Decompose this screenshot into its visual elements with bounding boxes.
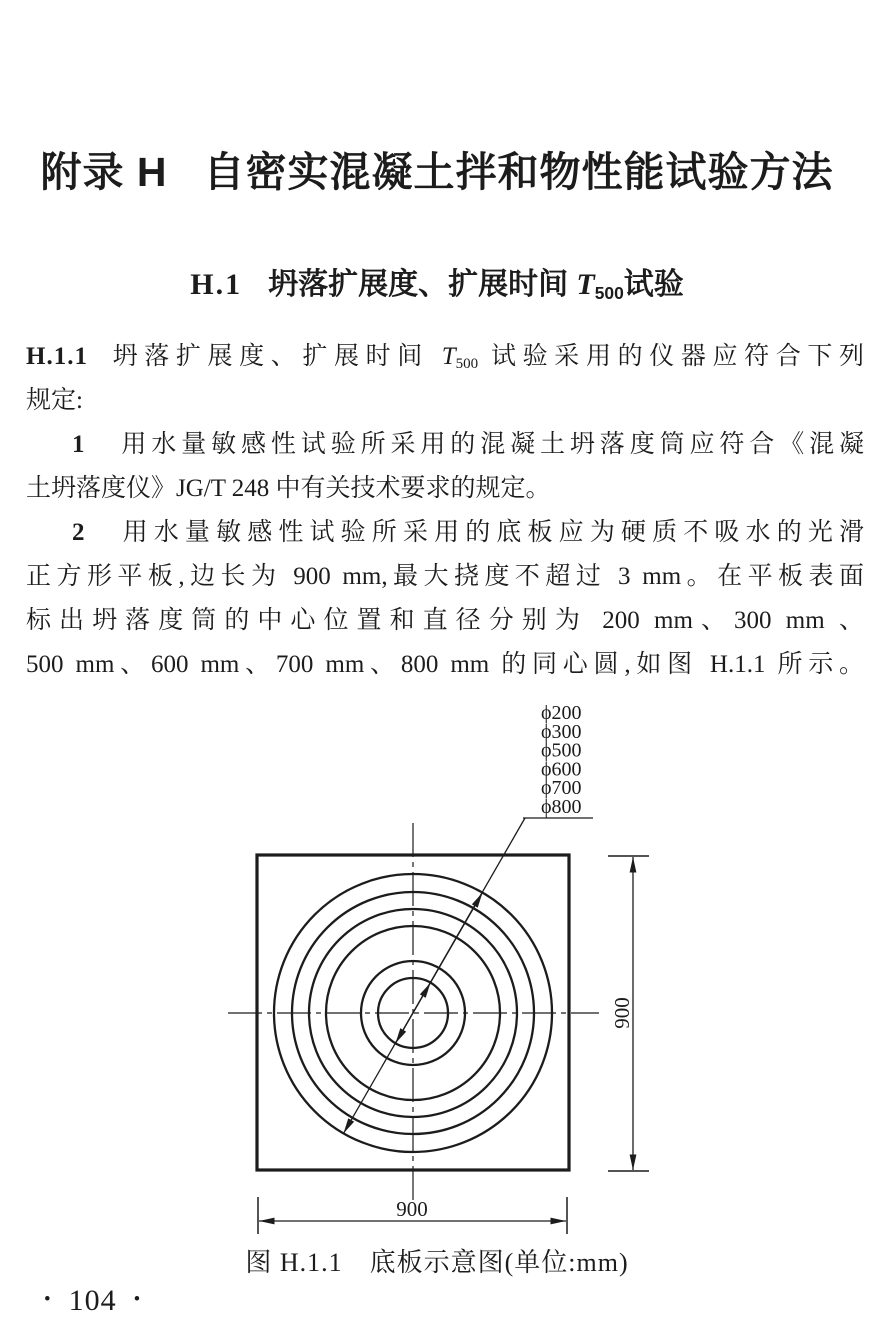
item-1-line-1	[26, 423, 864, 467]
t500-subscript: 500	[594, 282, 624, 303]
diameter-label-700: ϕ700	[541, 777, 582, 800]
diameter-label-800: ϕ800	[541, 796, 582, 818]
diameter-label-600: ϕ600	[541, 758, 582, 781]
item-text: 用水量敏感性试验所采用的底板应为硬质不吸水的光滑	[116, 519, 864, 546]
clause-text: 试验采用的仪器应符合下列	[478, 343, 864, 370]
figure-caption: 图 H.1.1 底板示意图(单位:mm)	[245, 1248, 629, 1277]
width-dimension-value: 900	[396, 1197, 428, 1221]
appendix-title	[0, 150, 874, 195]
section-heading	[0, 268, 874, 303]
appendix-title-text: 自密实混凝土拌和物性能试验方法	[203, 149, 834, 195]
section-heading-post: 试验	[623, 268, 684, 301]
clause-text: 坍落扩展度、扩展时间	[105, 343, 442, 370]
section-heading-pre: 坍落扩展度、扩展时间	[268, 268, 577, 301]
centerlines	[228, 823, 599, 1204]
item-2-line-3: 标出坍落度筒的中心位置和直径分别为 200 mm、300 mm 、	[26, 607, 864, 634]
height-dimension-value: 900	[610, 997, 634, 1029]
clause-line-1	[26, 335, 864, 379]
item-number: 2	[72, 519, 85, 546]
item-1-line-2: 土坍落度仪》JG/T 248 中有关技术要求的规定。	[26, 475, 551, 502]
item-text: 用水量敏感性试验所采用的混凝土坍落度筒应符合《混凝	[116, 431, 864, 458]
item-number: 1	[72, 431, 85, 458]
item-2-line-4: 500 mm、600 mm、700 mm、800 mm 的同心圆,如图 H.1.1 所示。	[26, 651, 864, 678]
footer-dot-right: •	[133, 1289, 142, 1310]
diameter-label-300: ϕ300	[541, 720, 582, 743]
diameter-label-200: ϕ200	[541, 702, 582, 724]
footer-dot-left: •	[44, 1289, 52, 1310]
clause-line-2: 规定:	[26, 387, 83, 414]
t500-subscript: 500	[455, 356, 479, 373]
appendix-label: 附录 H	[40, 149, 168, 195]
item-2-line-1	[26, 511, 864, 555]
t500-symbol: T	[576, 268, 595, 301]
clause-number: H.1.1	[26, 343, 88, 370]
body-text	[26, 335, 864, 687]
base-plate-diagram	[0, 688, 874, 1242]
diameter-labels	[541, 702, 582, 818]
footer-page-number: 104	[68, 1284, 117, 1317]
diameter-label-500: ϕ500	[541, 739, 582, 762]
section-label: H.1	[190, 268, 243, 301]
diameter-leader	[344, 818, 594, 1133]
item-2-line-2: 正方形平板,边长为 900 mm,最大挠度不超过 3 mm。在平板表面	[26, 563, 864, 590]
d800-arrow-segment	[431, 893, 483, 983]
page-number	[44, 1284, 141, 1318]
t500-symbol: T	[441, 343, 456, 370]
